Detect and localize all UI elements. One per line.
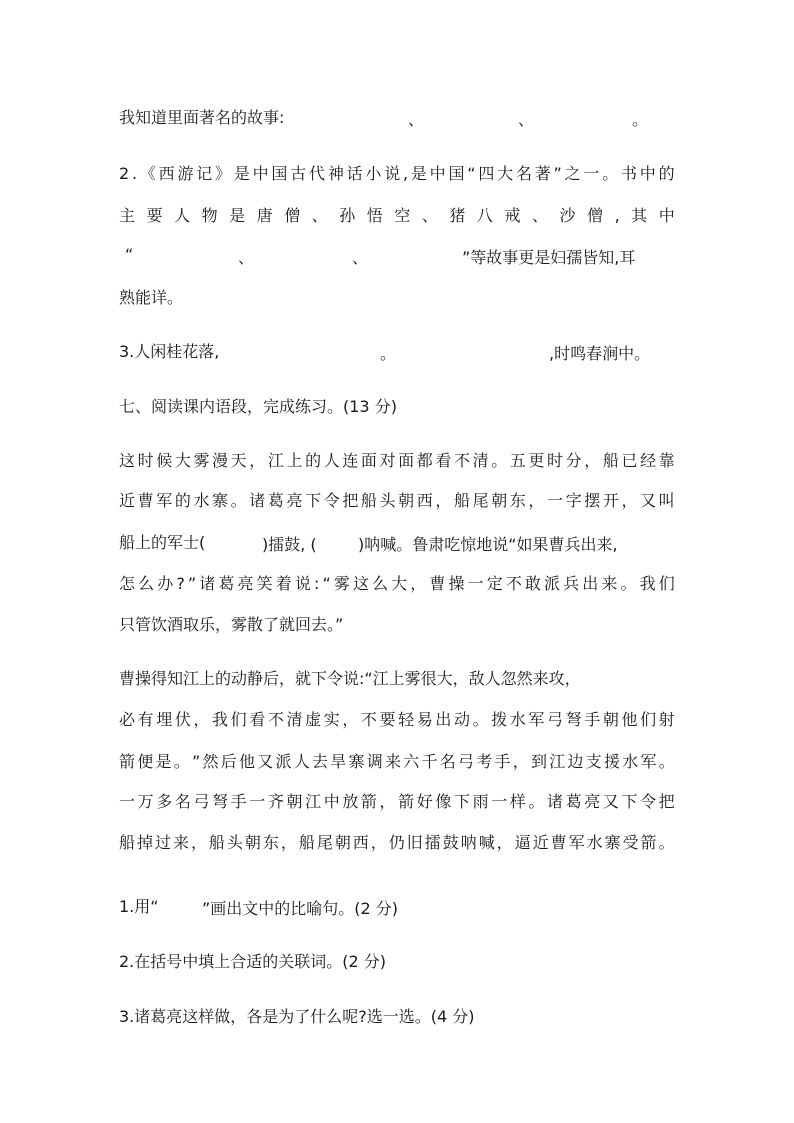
- q3-mid: 。: [380, 344, 397, 363]
- p1-line-1: 这 时 候 大 雾 漫 天 ， 江 上 的 人 连 面 对 面 都 看 不 清 。 五 更 时 分 ， 船 已 经 靠: [119, 451, 675, 470]
- blank-separator: 、: [238, 248, 255, 267]
- q3-end: ,时鸣春涧中。: [549, 344, 651, 363]
- q2-line-2-char: ,: [614, 206, 620, 225]
- section-7-title: 七、阅读课内语段，完成练习。(13 分): [119, 397, 397, 416]
- exercise-q3: 3.诸葛亮这样做，各是为了什么呢?选一选。(4 分): [119, 1007, 475, 1026]
- p2-line-5: 船 掉 过 来 ， 船 头 朝 东 ， 船 尾 朝 西 ， 仍 旧 擂 鼓 呐 喊 ， 逼 近 曹 军 水 寨 受 箭 。: [119, 833, 675, 852]
- q3-start: 3.人闲桂花落,: [119, 342, 220, 361]
- q2-line-2-char: 空: [394, 206, 411, 225]
- blank-separator: 、: [518, 110, 535, 129]
- p2-line-1: 曹操得知江上的动静后，就下令说:“江上雾很大，敌人忽然来攻，: [119, 669, 581, 688]
- blank-separator: 、: [408, 110, 425, 129]
- p1-line-3-c: )呐喊。鲁肃吃惊地说“如果曹兵出来,: [358, 535, 618, 554]
- q2-line-1: 2 . 《 西 游 记 》 是 中 国 古 代 神 话 小 说 , 是 中 国 “ 四 大 名 著 ” 之 一 。 书 中 的: [119, 164, 675, 183]
- q2-line-2-char: 、: [311, 206, 328, 225]
- blank-separator: 、: [352, 248, 369, 267]
- q2-line-2-char: 要: [146, 206, 163, 225]
- q2-line-2-char: 僧: [284, 206, 301, 225]
- q2-line-3-rest: ”等故事更是妇孺皆知,耳: [462, 248, 636, 267]
- q2-line-2-char: 戒: [504, 206, 521, 225]
- q2-line-2-char: 悟: [366, 206, 383, 225]
- exercise-q2: 2.在括号中填上合适的关联词。(2 分): [119, 952, 387, 971]
- q2-line-2-char: 主: [119, 206, 136, 225]
- q2-line-2-char: 孙: [339, 206, 356, 225]
- p2-line-4: 一 万 多 名 弓 弩 手 一 齐 朝 江 中 放 箭 ， 箭 好 像 下 雨 一 样 。 诸 葛 亮 又 下 令 把: [119, 792, 675, 811]
- p1-line-3-b: )擂鼓, (: [262, 535, 317, 554]
- p2-line-3: 箭 便 是 。 ” 然 后 他 又 派 人 去 旱 寨 调 来 六 千 名 弓 考 手 ， 到 江 边 支 援 水 军 。: [119, 752, 675, 771]
- p1-line-5: 只管饮酒取乐，雾散了就回去。”: [119, 615, 344, 634]
- exercise-q1-a: 1.用“: [119, 897, 159, 916]
- p2-line-2: 必 有 埋 伏 ， 我 们 看 不 清 虚 实 ， 不 要 轻 易 出 动 。 拨 水 军 弓 弩 手 朝 他 们 射: [119, 710, 675, 729]
- q2-line-2-char: 八: [476, 206, 493, 225]
- story-prompt: 我知道里面著名的故事:: [119, 108, 285, 127]
- q2-line-2-char: 、: [421, 206, 438, 225]
- q2-line-2-char: 是: [229, 206, 246, 225]
- q2-line-2-char: 、: [531, 206, 548, 225]
- blank-end: 。: [632, 110, 649, 129]
- q2-line-2-char: 僧: [587, 206, 604, 225]
- q2-line-2-char: 人: [174, 206, 191, 225]
- p1-line-4: 怎 么 办 ? ” 诸 葛 亮 笑 着 说 : “ 雾 这 么 大 ， 曹 操 一 定 不 敢 派 兵 出 来 。 我 们: [119, 574, 675, 593]
- q2-line-2-char: 沙: [559, 206, 576, 225]
- q2-line-2-char: 猪: [449, 206, 466, 225]
- p1-line-3-a: 船上的军士(: [119, 533, 206, 552]
- q2-line-2-char: 物: [201, 206, 218, 225]
- exercise-q1-b: ”画出文中的比喻句。(2 分): [202, 899, 399, 918]
- q2-line-2-char: 唐: [256, 206, 273, 225]
- q2-line-2: [119, 205, 675, 227]
- q2-line-4: 熟能详。: [119, 288, 184, 307]
- quote-open: “: [125, 245, 134, 264]
- q2-line-2-char: 中: [658, 206, 675, 225]
- q2-line-2-char: 其: [631, 206, 648, 225]
- p1-line-2: 近 曹 军 的 水 寨 。 诸 葛 亮 下 令 把 船 头 朝 西 ， 船 尾 朝 东 ， 一 字 摆 开 ， 又 叫: [119, 491, 675, 510]
